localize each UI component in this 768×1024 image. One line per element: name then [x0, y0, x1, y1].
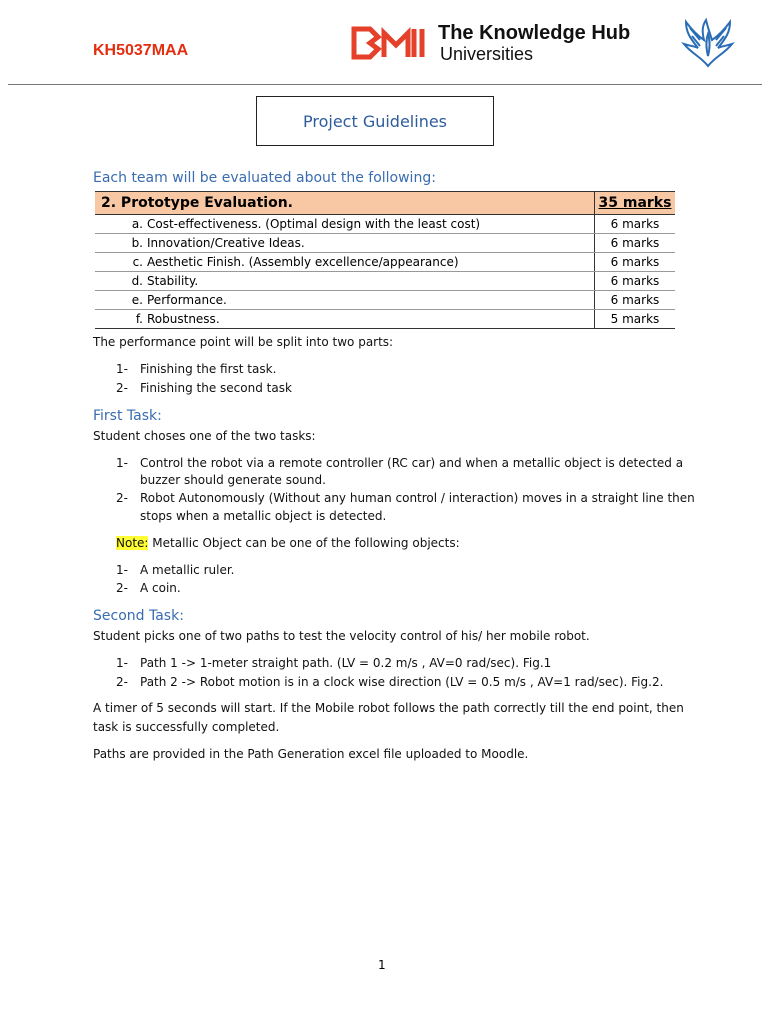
list-number: 1-	[116, 563, 128, 577]
evaluation-total-marks	[595, 192, 676, 215]
list-number: 2-	[116, 491, 128, 505]
list-text: Finishing the first task.	[140, 362, 277, 376]
list-text: Control the robot via a remote controller (RC car) and when a metallic object is detected a	[140, 456, 684, 470]
list-number: 1-	[116, 456, 128, 470]
header-divider	[8, 84, 762, 85]
evaluation-table-header-row	[95, 192, 675, 215]
criterion-letter: e.	[95, 291, 147, 310]
note-line	[116, 536, 460, 550]
note-text: Metallic Object can be one of the following objects:	[148, 536, 460, 550]
first-task-heading: First Task:	[93, 408, 162, 424]
knowledge-hub-logo-icon	[350, 23, 430, 63]
note-label: Note:	[116, 536, 149, 550]
criterion-letter: c.	[95, 253, 147, 272]
criterion-letter: b.	[95, 234, 147, 253]
criterion-text: Stability.	[147, 272, 595, 291]
list-text: buzzer should generate sound.	[140, 473, 326, 487]
criterion-text: Aesthetic Finish. (Assembly excellence/appearance)	[147, 253, 595, 272]
evaluation-intro-heading: Each team will be evaluated about the following:	[93, 170, 436, 186]
phoenix-crest-icon	[678, 16, 738, 70]
evaluation-table	[95, 191, 675, 329]
list-text: stops when a metallic object is detected.	[140, 509, 387, 523]
first-task-intro: Student choses one of the two tasks:	[93, 429, 316, 443]
list-text: Path 1 -> 1-meter straight path. (LV = 0.2 m/s , AV=0 rad/sec). Fig.1	[140, 656, 552, 670]
table-row	[95, 272, 675, 291]
list-text: A coin.	[140, 581, 181, 595]
criterion-letter: a.	[95, 215, 147, 234]
criterion-marks: 6 marks	[595, 272, 676, 291]
criterion-text: Cost-effectiveness. (Optimal design with the least cost)	[147, 215, 595, 234]
table-row	[95, 253, 675, 272]
brand-subtitle: Universities	[440, 44, 534, 64]
list-number: 2-	[116, 381, 128, 395]
page-title: Project Guidelines	[256, 96, 494, 146]
list-text: Finishing the second task	[140, 381, 292, 395]
criterion-text: Performance.	[147, 291, 595, 310]
criterion-marks: 5 marks	[595, 310, 676, 329]
table-row	[95, 310, 675, 329]
list-number: 2-	[116, 581, 128, 595]
criterion-marks: 6 marks	[595, 253, 676, 272]
table-row	[95, 215, 675, 234]
list-number: 1-	[116, 362, 128, 376]
criterion-marks: 6 marks	[595, 291, 676, 310]
second-task-heading: Second Task:	[93, 608, 184, 624]
criterion-text: Innovation/Creative Ideas.	[147, 234, 595, 253]
list-text: Path 2 -> Robot motion is in a clock wise direction (LV = 0.5 m/s , AV=1 rad/sec). Fig.2.	[140, 675, 664, 689]
list-number: 2-	[116, 675, 128, 689]
paths-note: Paths are provided in the Path Generation excel file uploaded to Moodle.	[93, 747, 529, 761]
list-text: Robot Autonomously (Without any human control / interaction) moves in a straight line then	[140, 491, 695, 505]
criterion-marks: 6 marks	[595, 215, 676, 234]
list-text: A metallic ruler.	[140, 563, 235, 577]
second-task-intro: Student picks one of two paths to test the velocity control of his/ her mobile robot.	[93, 629, 590, 643]
table-row	[95, 291, 675, 310]
brand-title: The Knowledge Hub	[438, 22, 631, 44]
table-row	[95, 234, 675, 253]
timer-text-line-2: task is successfully completed.	[93, 720, 280, 734]
performance-intro: The performance point will be split into two parts:	[93, 335, 394, 349]
criterion-letter: d.	[95, 272, 147, 291]
criterion-text: Robustness.	[147, 310, 595, 329]
list-number: 1-	[116, 656, 128, 670]
course-code: KH5037MAA	[93, 42, 189, 59]
evaluation-category-heading: 2. Prototype Evaluation.	[95, 192, 595, 215]
evaluation-total-marks-text: 35 marks	[598, 195, 672, 211]
page-number: 1	[378, 958, 386, 972]
criterion-marks: 6 marks	[595, 234, 676, 253]
timer-text-line-1: A timer of 5 seconds will start. If the Mobile robot follows the path correctly till the end point, then	[93, 701, 684, 715]
criterion-letter: f.	[95, 310, 147, 329]
